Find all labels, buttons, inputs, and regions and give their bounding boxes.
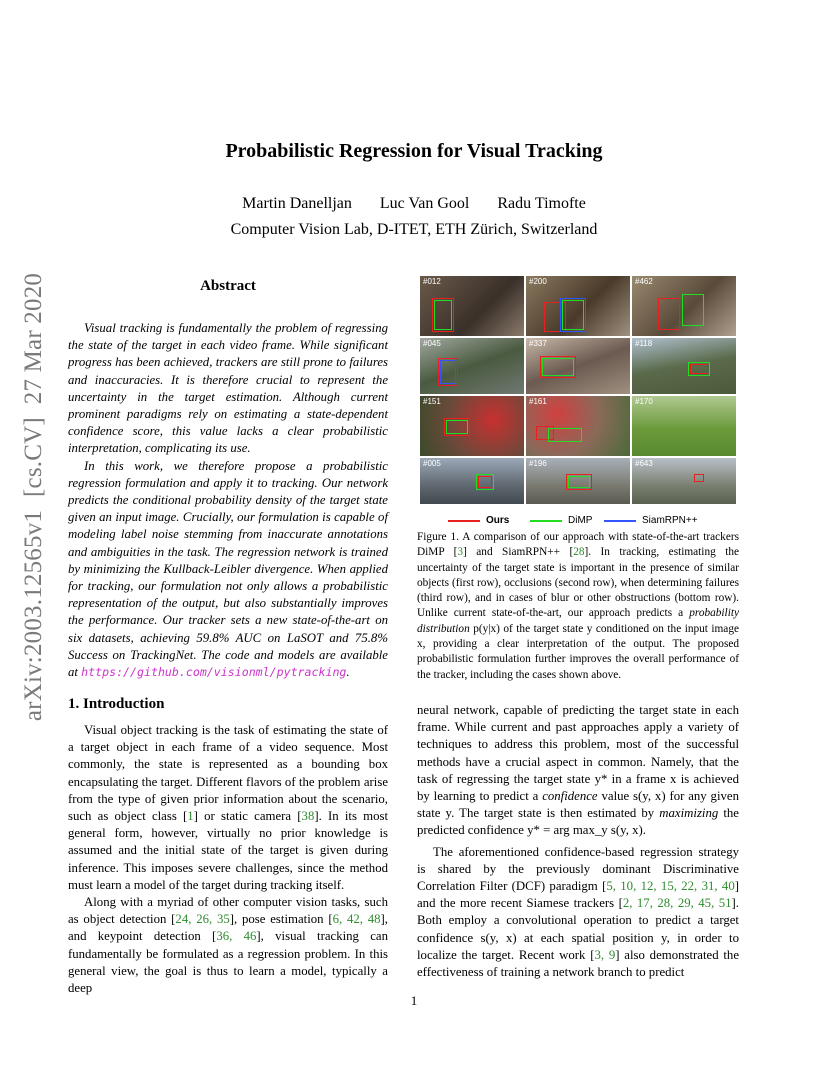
ours-box [694,474,704,482]
author-name: Martin Danelljan [242,195,352,212]
intro-paragraph [417,702,739,840]
legend-item [604,515,698,526]
period: . [346,665,350,680]
intro-paragraph [68,722,388,894]
tracking-frame [632,276,736,336]
citation-link[interactable]: 5, 10, 12, 15, 22, 31, 40 [606,879,735,894]
author-list [0,195,828,213]
text: ] also demonstrated the effectiveness of training a network branch to predict [417,947,740,980]
tracking-frame [526,396,630,456]
frame-label: #462 [635,277,653,286]
citation-link[interactable]: 36, 46 [216,929,257,944]
dimp-box [682,294,704,326]
legend-item [448,515,509,526]
frame-label: #643 [635,459,653,468]
text: ], pose estimation [ [229,912,333,927]
dimp-box [568,476,590,488]
tracking-frame [420,276,524,336]
text: ] and SiamRPN++ [ [463,546,574,559]
citation-link[interactable]: 3 [457,546,464,559]
legend-item [530,515,592,526]
tracking-frame [420,338,524,394]
intro-body [68,722,388,997]
figure-caption [417,530,739,683]
text: ] or static camera [ [193,809,302,824]
tracking-frame [526,276,630,336]
intro-body-right [417,702,739,981]
tracking-frame [526,338,630,394]
legend-line [448,520,480,522]
text: Along with a myriad of other computer vision tasks, such as object detection [ [68,895,388,927]
dimp-box [688,362,710,376]
intro-paragraph [68,894,388,997]
siam-box [440,360,456,384]
citation-link[interactable]: 6, 42, 48 [332,912,381,927]
frame-label: #170 [635,397,653,406]
siam-box [560,298,586,332]
text: p(y|x) of the target state y conditioned on the input image x, providing a clear interpretation of the output. The proposed probabilistic formulation further improves the overall performance of the tracker, including the cases shown above. [417,622,739,681]
affiliation: Computer Vision Lab, D-ITET, ETH Zürich, Switzerland [230,221,598,238]
tracking-frame [632,338,736,394]
abstract-paragraph [68,458,388,682]
text: ]. In its most general form, however, virtually no prior knowledge is assumed and the initial state of the target is given during inference. This imposes severe challenges, since the method must learn a model of the target during tracking itself. [68,809,388,892]
intro-paragraph [417,844,739,982]
text: Figure 1. A comparison of our approach with state-of-the-art trackers DiMP [ [417,531,739,559]
citation-link[interactable]: 2, 17, 28, 29, 45, 51 [622,896,732,911]
citation-link[interactable]: 24, 26, 35 [175,912,230,927]
frame-label: #337 [529,339,547,348]
caption-text [417,530,739,683]
frame-label: #200 [529,277,547,286]
figure-1 [420,276,736,500]
dimp-box [542,358,574,376]
figure-legend [420,515,736,529]
legend-line [530,520,562,522]
tracking-frame [632,396,736,456]
abstract-paragraph: Visual tracking is fundamentally the problem of regressing the state of the target in each video frame. While significant progress has been achieved, trackers are still prone to failures and inaccuracies. It is therefore crucial to represent the uncertainty in the target estimation. Although current prominent paradigms rely on estimating a state-dependent confidence score, this value lacks a clear probabilistic interpretation, complicating its use. [68,321,388,456]
text: probability distribution [417,607,739,635]
author-name: Luc Van Gool [379,195,470,212]
citation-link[interactable]: 3, 9 [594,947,616,962]
dimp-box [548,428,582,442]
frame-label: #161 [529,397,547,406]
page-number: 1 [410,993,418,1008]
ours-box [658,298,680,330]
abstract-body [68,320,388,681]
arxiv-stamp-text: arXiv:2003.12565v1 [cs.CV] 27 Mar 2020 [20,272,47,722]
frame-label: #045 [423,339,441,348]
legend-line [604,520,636,522]
dimp-box [434,300,452,330]
frame-label: #118 [635,339,653,348]
tracking-frame [632,458,736,504]
text: ], and keypoint detection [ [68,912,389,944]
author-name: Radu Timofte [497,195,586,212]
section-heading: 1. Introduction [68,696,165,712]
text: The aforementioned confidence-based regression strategy is shared by the previously dominant Discriminative Correlation Filter (DCF) paradigm [ [417,844,739,894]
text: maximizing [659,806,719,821]
text: ] and the more recent Siamese trackers [ [417,879,739,911]
legend-label: Ours [486,515,510,526]
paper-title: Probabilistic Regression for Visual Tracking [225,140,603,162]
text: neural network, capable of predicting the target state in each frame. While current and past approaches apply a variety of techniques to address this problem, most of the successful methods have a crucial aspect in common. Namely, that the task of regressing the target state y* in a frame x is achieved by learning to predict a [417,703,739,804]
tracking-frame [526,458,630,504]
citation-link[interactable]: 38 [301,809,315,824]
tracking-frame [420,396,524,456]
citation-link[interactable]: 28 [573,546,585,559]
code-link[interactable]: https://github.com/visionml/pytracking [81,665,347,680]
text: ]. Both employ a convolutional operation to predict a target confidence s(y, x) at each spatial position y, in order to localize the target. Recent work [ [417,896,740,962]
text: Visual object tracking is the task of estimating the state of a target object in each frame of a video sequence. Most commonly, the state is represented as a bounding box encapsulating the target. Different flavors of the problem arise from the type of given prior information about the scenario, such as object class [ [68,723,388,824]
legend-label: DiMP [568,515,593,526]
text: ]. In tracking, estimating the uncertainty of the target state is important in the presence of similar objects (first row), occlusions (second row), when determining failures (third row), and in cases of blur or other obstructions (bottom row). Unlike current state-of-the-art, our approach predicts a [417,546,739,620]
arxiv-stamp [20,237,48,757]
text: ], visual tracking can fundamentally be formulated as a regression problem. In this general view, the goal is thus to learn a model, typically a deep [68,929,388,996]
frame-label: #012 [423,277,441,286]
abstract-text: In this work, we therefore propose a probabilistic regression formulation and apply it to tracking. Our network predicts the conditional probability density of the target state given an input image. Crucially, our formulation is capable of modeling label noise stemming from inaccurate annotations and ambiguities in the task. The regression network is trained by minimizing the Kullback-Leibler divergence. When applied for tracking, our formulation not only allows a probabilistic representation of the output, but also substantially improves the performance. Our tracker sets a new state-of-the-art on six datasets, achieving 59.8% AUC on LaSOT and 75.8% Success on TrackingNet. The code and models are available at [68,458,388,680]
text: the predicted confidence y* = arg max_y s(y, x). [417,806,739,838]
frame-label: #151 [423,397,441,406]
dimp-box [476,474,494,490]
frame-label: #196 [529,459,547,468]
tracking-frame [420,458,524,504]
abstract-heading: Abstract [200,278,256,294]
frame-label: #005 [423,459,441,468]
legend-label: SiamRPN++ [642,515,698,526]
text: value s(y, x) for any given state y. The target state is then estimated by [417,789,739,821]
dimp-box [446,420,468,434]
text: confidence [542,789,598,804]
citation-link[interactable]: 1 [187,809,194,824]
